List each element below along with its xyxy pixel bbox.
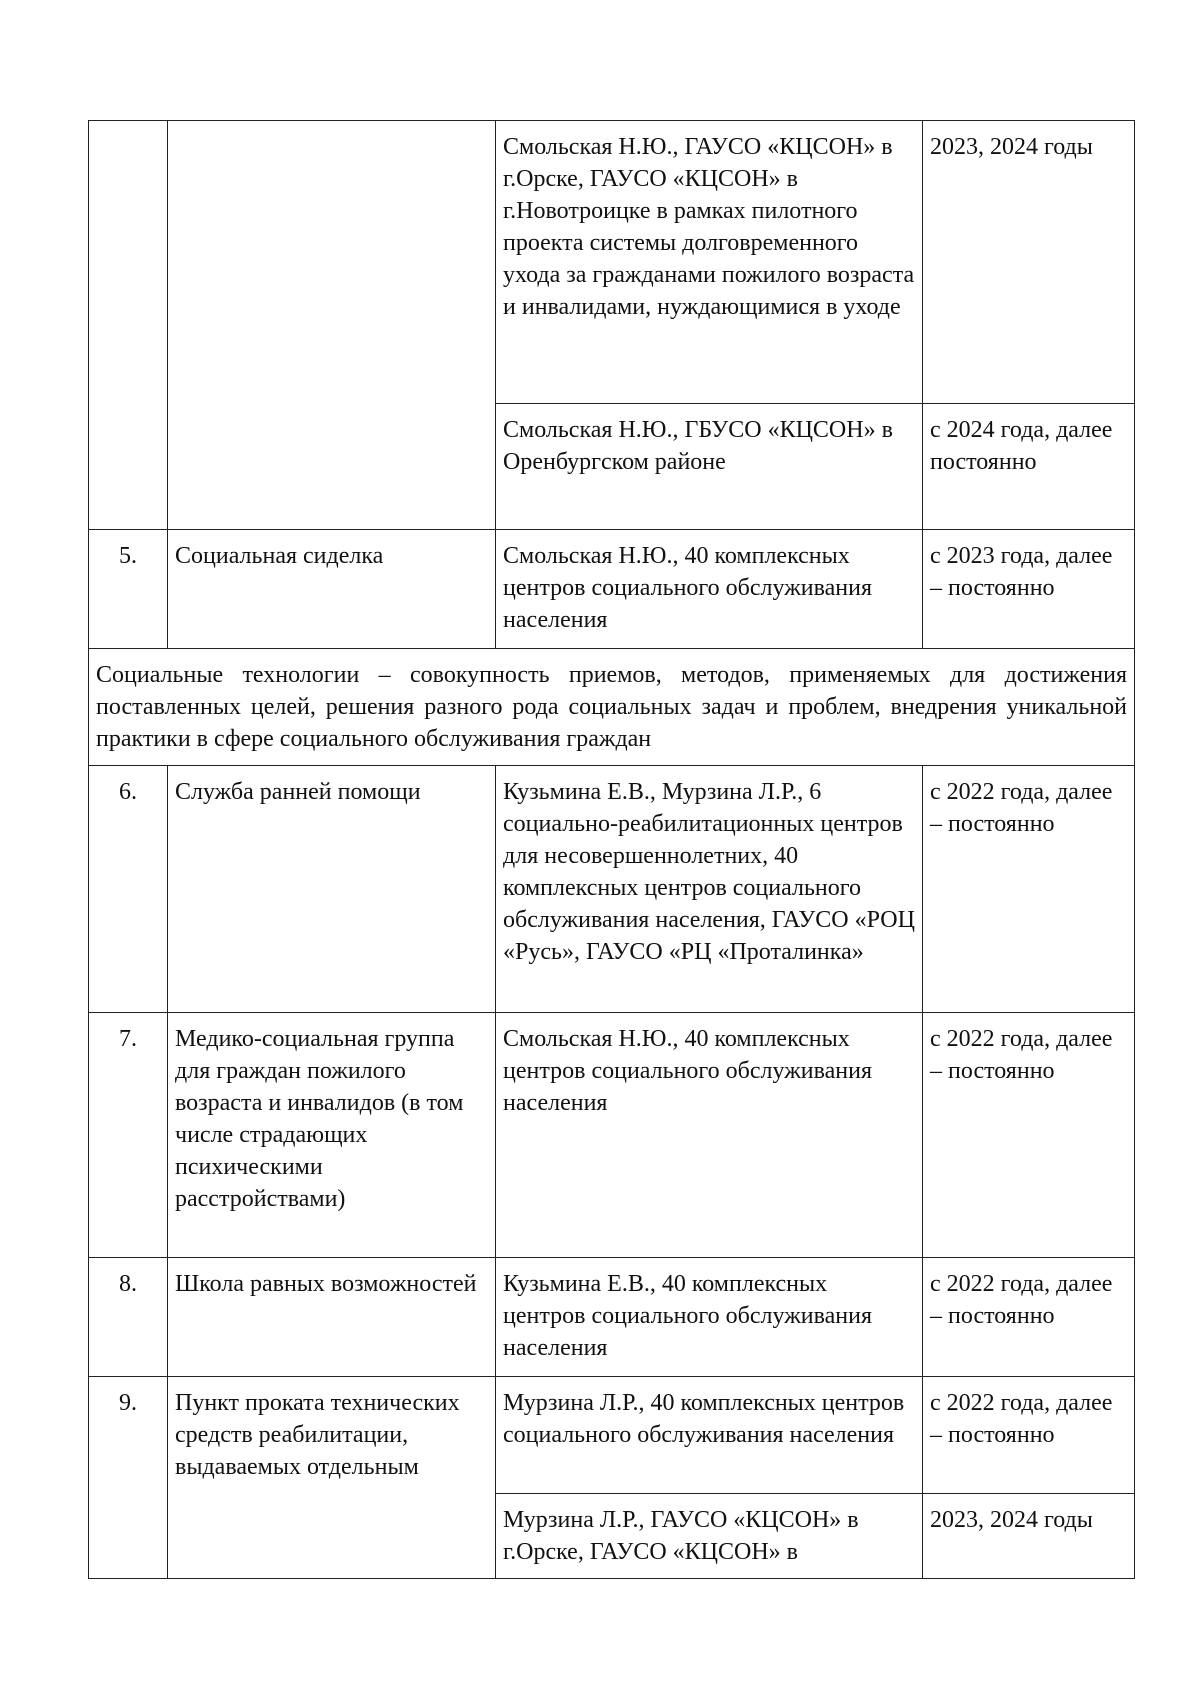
measure-cell (168, 121, 496, 530)
period-cell: с 2022 года, далее – постоянно (923, 1013, 1135, 1258)
executor-cell: Смольская Н.Ю., 40 комплексных центров социального обслуживания населения (496, 530, 923, 649)
executor-cell: Смольская Н.Ю., ГБУСО «КЦСОН» в Оренбургском районе (496, 404, 923, 530)
number-cell (89, 121, 168, 530)
executor-cell: Смольская Н.Ю., 40 комплексных центров социального обслуживания населения (496, 1013, 923, 1258)
period-cell: 2023, 2024 годы (923, 121, 1135, 404)
table-row (89, 1013, 1135, 1258)
period-cell: с 2024 года, далее постоянно (923, 404, 1135, 530)
table-row (89, 1377, 1135, 1494)
measures-table (88, 120, 1135, 1579)
executor-cell: Мурзина Л.Р., ГАУСО «КЦСОН» в г.Орске, ГАУСО «КЦСОН» в (496, 1494, 923, 1579)
period-cell: с 2022 года, далее – постоянно (923, 1377, 1135, 1494)
table-row (89, 1258, 1135, 1377)
section-banner: Социальные технологии – совокупность приемов, методов, применяемых для достижения поставленных целей, решения разного рода социальных задач и проблем, внедрения уникальной практики в сфере социального обслуживания граждан (89, 649, 1135, 766)
number-cell: 6. (89, 766, 168, 1013)
measure-cell: Школа равных возможностей (168, 1258, 496, 1377)
measure-cell: Социальная сиделка (168, 530, 496, 649)
section-banner-row (89, 649, 1135, 766)
period-cell: с 2022 года, далее – постоянно (923, 766, 1135, 1013)
period-cell: 2023, 2024 годы (923, 1494, 1135, 1579)
number-cell: 5. (89, 530, 168, 649)
table-row (89, 530, 1135, 649)
measure-cell: Пункт проката технических средств реабилитации, выдаваемых отдельным (168, 1377, 496, 1579)
executor-cell: Смольская Н.Ю., ГАУСО «КЦСОН» в г.Орске, ГАУСО «КЦСОН» в г.Новотроицке в рамках пилотного проекта системы долговременного ухода за гражданами пожилого возраста и инвалидами, нуждающимися в уходе (496, 121, 923, 404)
executor-cell: Мурзина Л.Р., 40 комплексных центров социального обслуживания населения (496, 1377, 923, 1494)
table-row (89, 121, 1135, 404)
period-cell: с 2022 года, далее – постоянно (923, 1258, 1135, 1377)
period-cell: с 2023 года, далее – постоянно (923, 530, 1135, 649)
number-cell: 7. (89, 1013, 168, 1258)
executor-cell: Кузьмина Е.В., 40 комплексных центров социального обслуживания населения (496, 1258, 923, 1377)
measure-cell: Служба ранней помощи (168, 766, 496, 1013)
number-cell: 9. (89, 1377, 168, 1579)
table-row (89, 766, 1135, 1013)
number-cell: 8. (89, 1258, 168, 1377)
executor-cell: Кузьмина Е.В., Мурзина Л.Р., 6 социально-реабилитационных центров для несовершеннолетних, 40 комплексных центров социального обслуживания населения, ГАУСО «РОЦ «Русь», ГАУСО «РЦ «Проталинка» (496, 766, 923, 1013)
measure-cell: Медико-социальная группа для граждан пожилого возраста и инвалидов (в том числе страдающих психическими расстройствами) (168, 1013, 496, 1258)
